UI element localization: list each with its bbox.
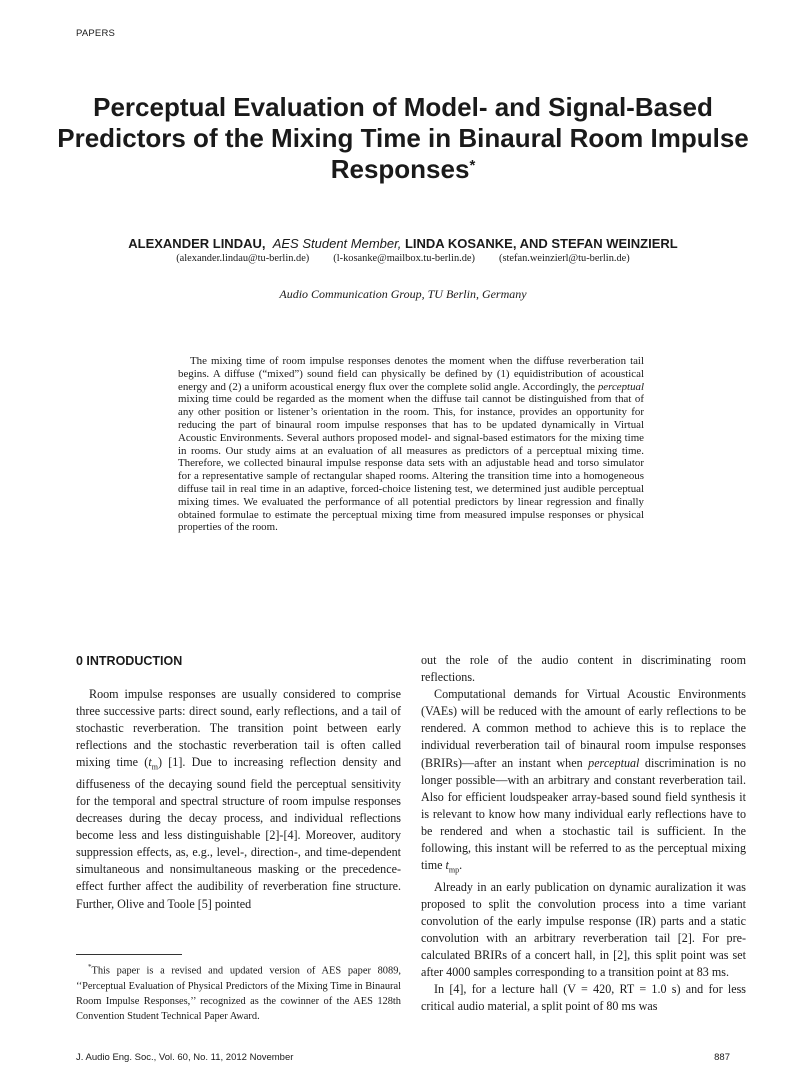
right-column <box>421 652 746 1015</box>
affiliation: Audio Communication Group, TU Berlin, Germany <box>279 287 527 301</box>
col2-p1-a: Computational demands for Virtual Acoustic Environments (VAEs) will be reduced with the amount of early reflections to be rendered. A common method to achieve this is to replace the individual reverberation tail of binaural room impulse responses (BRIRs)—after an instant when <box>421 687 746 770</box>
abstract-emphasis: perceptual <box>597 380 644 393</box>
paragraph: Already in an early publication on dynamic auralization it was proposed to split the convolution process into a time variant convolution of the early impulse response (IR) parts and a static convolution with an arbitrary reverberation tail [2]. For pre-calculated BRIRs of a concert hall, in [2], this split point was set after 4000 samples corresponding to a transition point at 83 ms. <box>421 879 746 980</box>
email-2: (l-kosanke@mailbox.tu-berlin.de) <box>333 253 476 264</box>
col2-variable-sub: mp <box>448 865 460 875</box>
author-emails <box>40 253 766 264</box>
email-1: (alexander.lindau@tu-berlin.de) <box>176 253 310 264</box>
footnote-text: This paper is a revised and updated version of AES paper 8089, ‘‘Perceptual Evaluation of Physical Predictors of the Mixing Time in Binaural Room Impulse Responses,’’ recognized as the cowinner of the AES 128th Convention Student Technical Paper Award. <box>76 965 401 1023</box>
paragraph <box>421 686 746 878</box>
paper-title <box>40 92 766 185</box>
author-line <box>40 236 766 251</box>
col2-variable: t <box>445 858 449 873</box>
paragraph-continued: out the role of the audio content in discriminating room reflections. <box>421 653 746 685</box>
section-tag: PAPERS <box>76 28 116 39</box>
left-column <box>76 686 401 913</box>
email-3: (stefan.weinzierl@tu-berlin.de) <box>499 253 630 264</box>
paragraph <box>76 686 401 913</box>
col1-p1-b: ) [1]. Due to increasing reflection density and diffuseness of the decaying sound field the perceptual sensitivity for the temporal and spectral structure of room impulse responses decreases during the decay process, and individual reflections become less and less distinguishable [2]-[4]. Moreover, auditory suppression effects, as, e.g., level-, direction-, and time-dependent simultaneous and nonsimultaneous masking or the precedence-effect further affect the audibility of reverberation fine structure. Further, Olive and Toole [5] pointed <box>76 755 401 911</box>
col1-variable: t <box>148 755 152 770</box>
title-text: Perceptual Evaluation of Model- and Signal-Based Predictors of the Mixing Time in Binaural Room Impulse Responses <box>57 92 749 184</box>
abstract-part-2: mixing time could be regarded as the moment when the diffuse tail cannot be distinguished from that of any other position or listener’s orientation in the room. This, for instance, provides an opportunity for reducing the part of binaural room impulse responses that has to be updated dynamically in Virtual Acoustic Environments. Several authors proposed model- and signal-based estimators for the mixing time in rooms. Our study aims at an evaluation of all measures as predictors of a perceptual mixing time. Therefore, we collected binaural impulse response data sets with an adjustable head and torso simulator for a representative sample of rectangular shaped rooms. Altering the transition time into a homogeneous diffuse tail in real time in an adaptive, forced-choice listening test, we determined just audible perceptual mixing times. We evaluated the performance of all potential predictors by linear regression and finally obtained formulae to estimate the perceptual mixing time from measured impulse responses or physical properties of the room. <box>178 393 644 534</box>
abstract-part-1: The mixing time of room impulse responses denotes the moment when the diffuse reverberation tail begins. A diffuse (“mixed”) sound field can physically be defined by (1) equidistribution of acoustical energy and (2) a uniform acoustical energy flux over the complete solid angle. Accordingly, the <box>178 355 644 393</box>
col1-p1-a: Room impulse responses are usually considered to comprise three successive parts: direct sound, early reflections, and a tail of stochastic reverberation. The transition point between early reflections and the stochastic reverberation tail is often called mixing time ( <box>76 687 401 770</box>
footnote-rule <box>76 954 182 955</box>
footnote <box>76 960 401 1024</box>
authors-2-3: LINDA KOSANKE, AND STEFAN WEINZIERL <box>404 236 678 251</box>
col1-variable-sub: m <box>151 762 158 772</box>
col2-p1-c: . <box>459 858 463 873</box>
section-heading: 0 INTRODUCTION <box>76 654 183 668</box>
page-number: 887 <box>714 1052 730 1063</box>
col2-emphasis: perceptual <box>588 755 640 770</box>
footnote-marker: * <box>88 963 92 971</box>
author-1-membership: AES Student Member, <box>272 236 402 251</box>
paragraph: In [4], for a lecture hall (V = 420, RT = 1.0 s) and for less critical audio material, a split point of 80 ms was <box>421 982 746 1014</box>
title-footnote-marker: * <box>469 157 476 174</box>
col2-p1-b: discrimination is no longer possible—with an arbitrary and constant reverberation tail. Also for efficient loudspeaker array-based sound field synthesis it is relevant to know how many individual early reflections have to be rendered and when a stochastic tail is sufficient. In the following, this instant will be referred to as the perceptual mixing time <box>421 755 746 873</box>
abstract <box>178 355 644 534</box>
journal-citation: J. Audio Eng. Soc., Vol. 60, No. 11, 2012 November <box>76 1052 294 1063</box>
author-1: ALEXANDER LINDAU, <box>128 236 266 251</box>
